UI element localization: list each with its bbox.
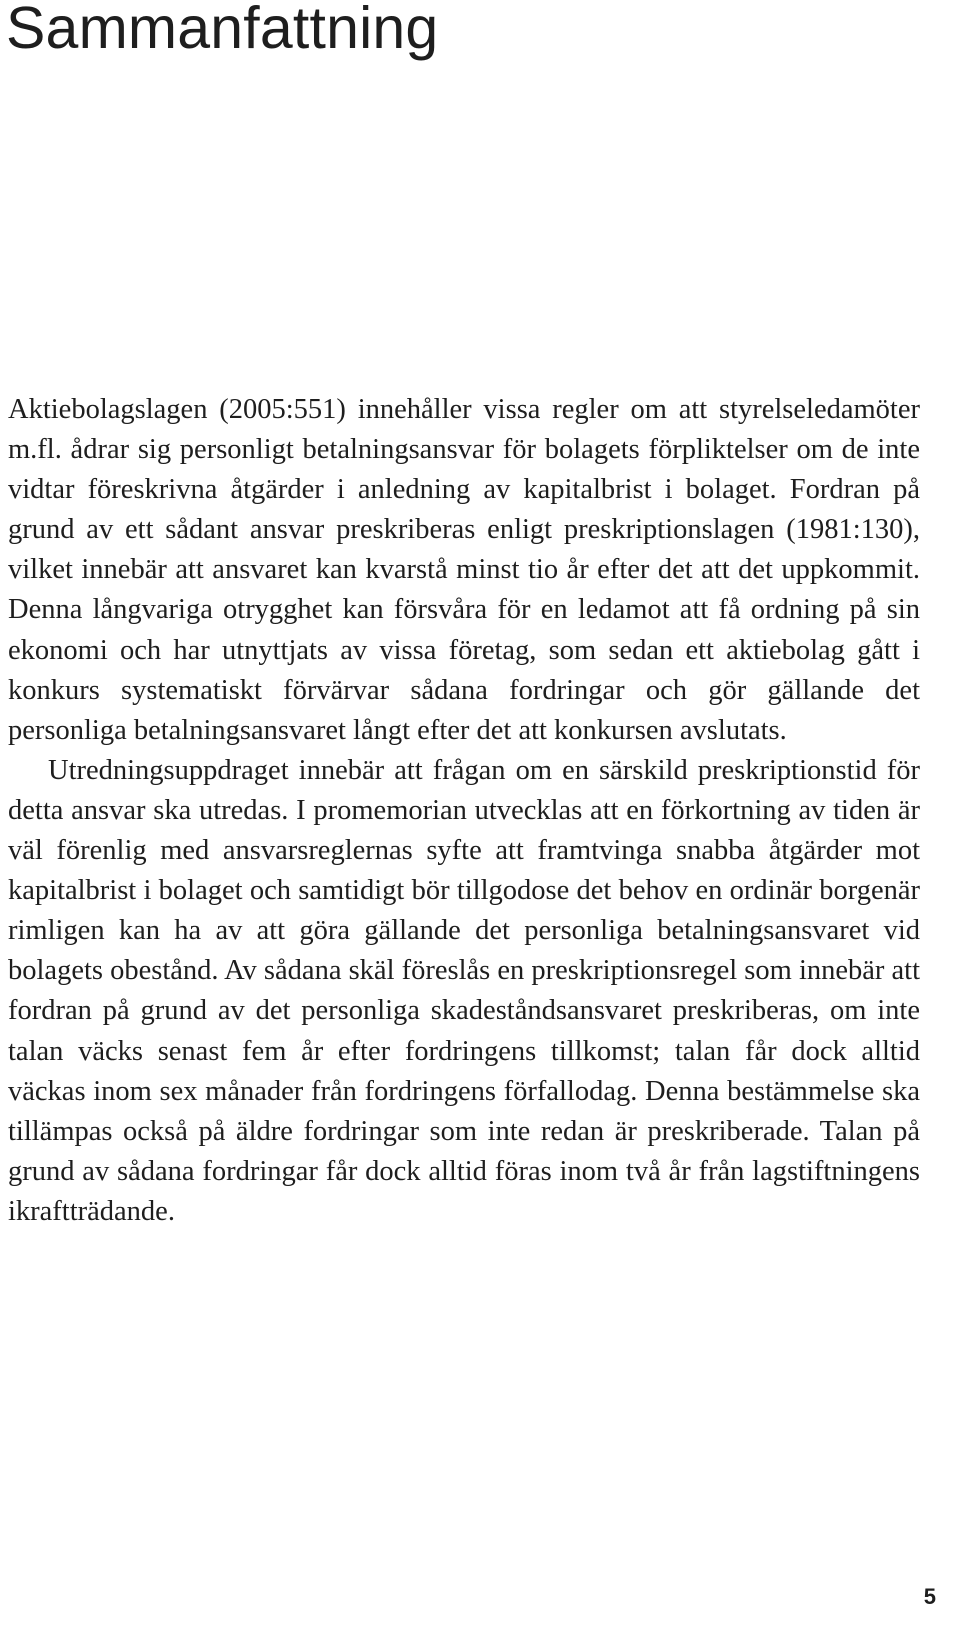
summary-body <box>8 390 920 1232</box>
page-title: Sammanfattning <box>6 0 439 61</box>
summary-paragraph-2: Utredningsuppdraget innebär att frågan om en särskild preskriptionstid för detta ansvar ska utredas. I promemorian utvecklas att en förkortning av tiden är väl förenlig med ansvarsreglernas syfte att framtvinga snabba åtgärder mot kapitalbrist i bolaget och samtidigt bör tillgodose det behov en ordinär borgenär rimligen kan ha av att göra gällande det personliga betalningsansvaret vid bolagets obestånd. Av sådana skäl föreslås en preskriptionsregel som innebär att fordran på grund av det personliga skadeståndsansvaret preskriberas, om inte talan väcks senast fem år efter fordringens tillkomst; talan får dock alltid väckas inom sex månader från fordringens förfallodag. Denna bestämmelse ska tillämpas också på äldre fordringar som inte redan är preskriberade. Talan på grund av sådana fordringar får dock alltid föras inom två år från lagstiftningens ikraftträdande. <box>8 754 921 1227</box>
summary-paragraph-1: Aktiebolagslagen (2005:551) innehåller vissa regler om att styrelseledamöter m.fl. ådrar sig personligt betalningsansvar för bolagets förpliktelser om de inte vidtar föreskrivna åtgärder i anledning av kapitalbrist i bolaget. Fordran på grund av ett sådant ansvar preskriberas enligt preskriptionslagen (1981:130), vilket innebär att ansvaret kan kvarstå minst tio år efter det att det uppkommit. Denna långvariga otrygghet kan försvåra för en ledamot att få ordning på sin ekonomi och har utnyttjats av vissa företag, som sedan ett aktiebolag gått i konkurs systematiskt förvärvar sådana fordringar och gör gällande det personliga betalningsansvaret långt efter det att konkursen avslutats. <box>8 394 920 746</box>
page-number: 5 <box>923 1584 936 1609</box>
